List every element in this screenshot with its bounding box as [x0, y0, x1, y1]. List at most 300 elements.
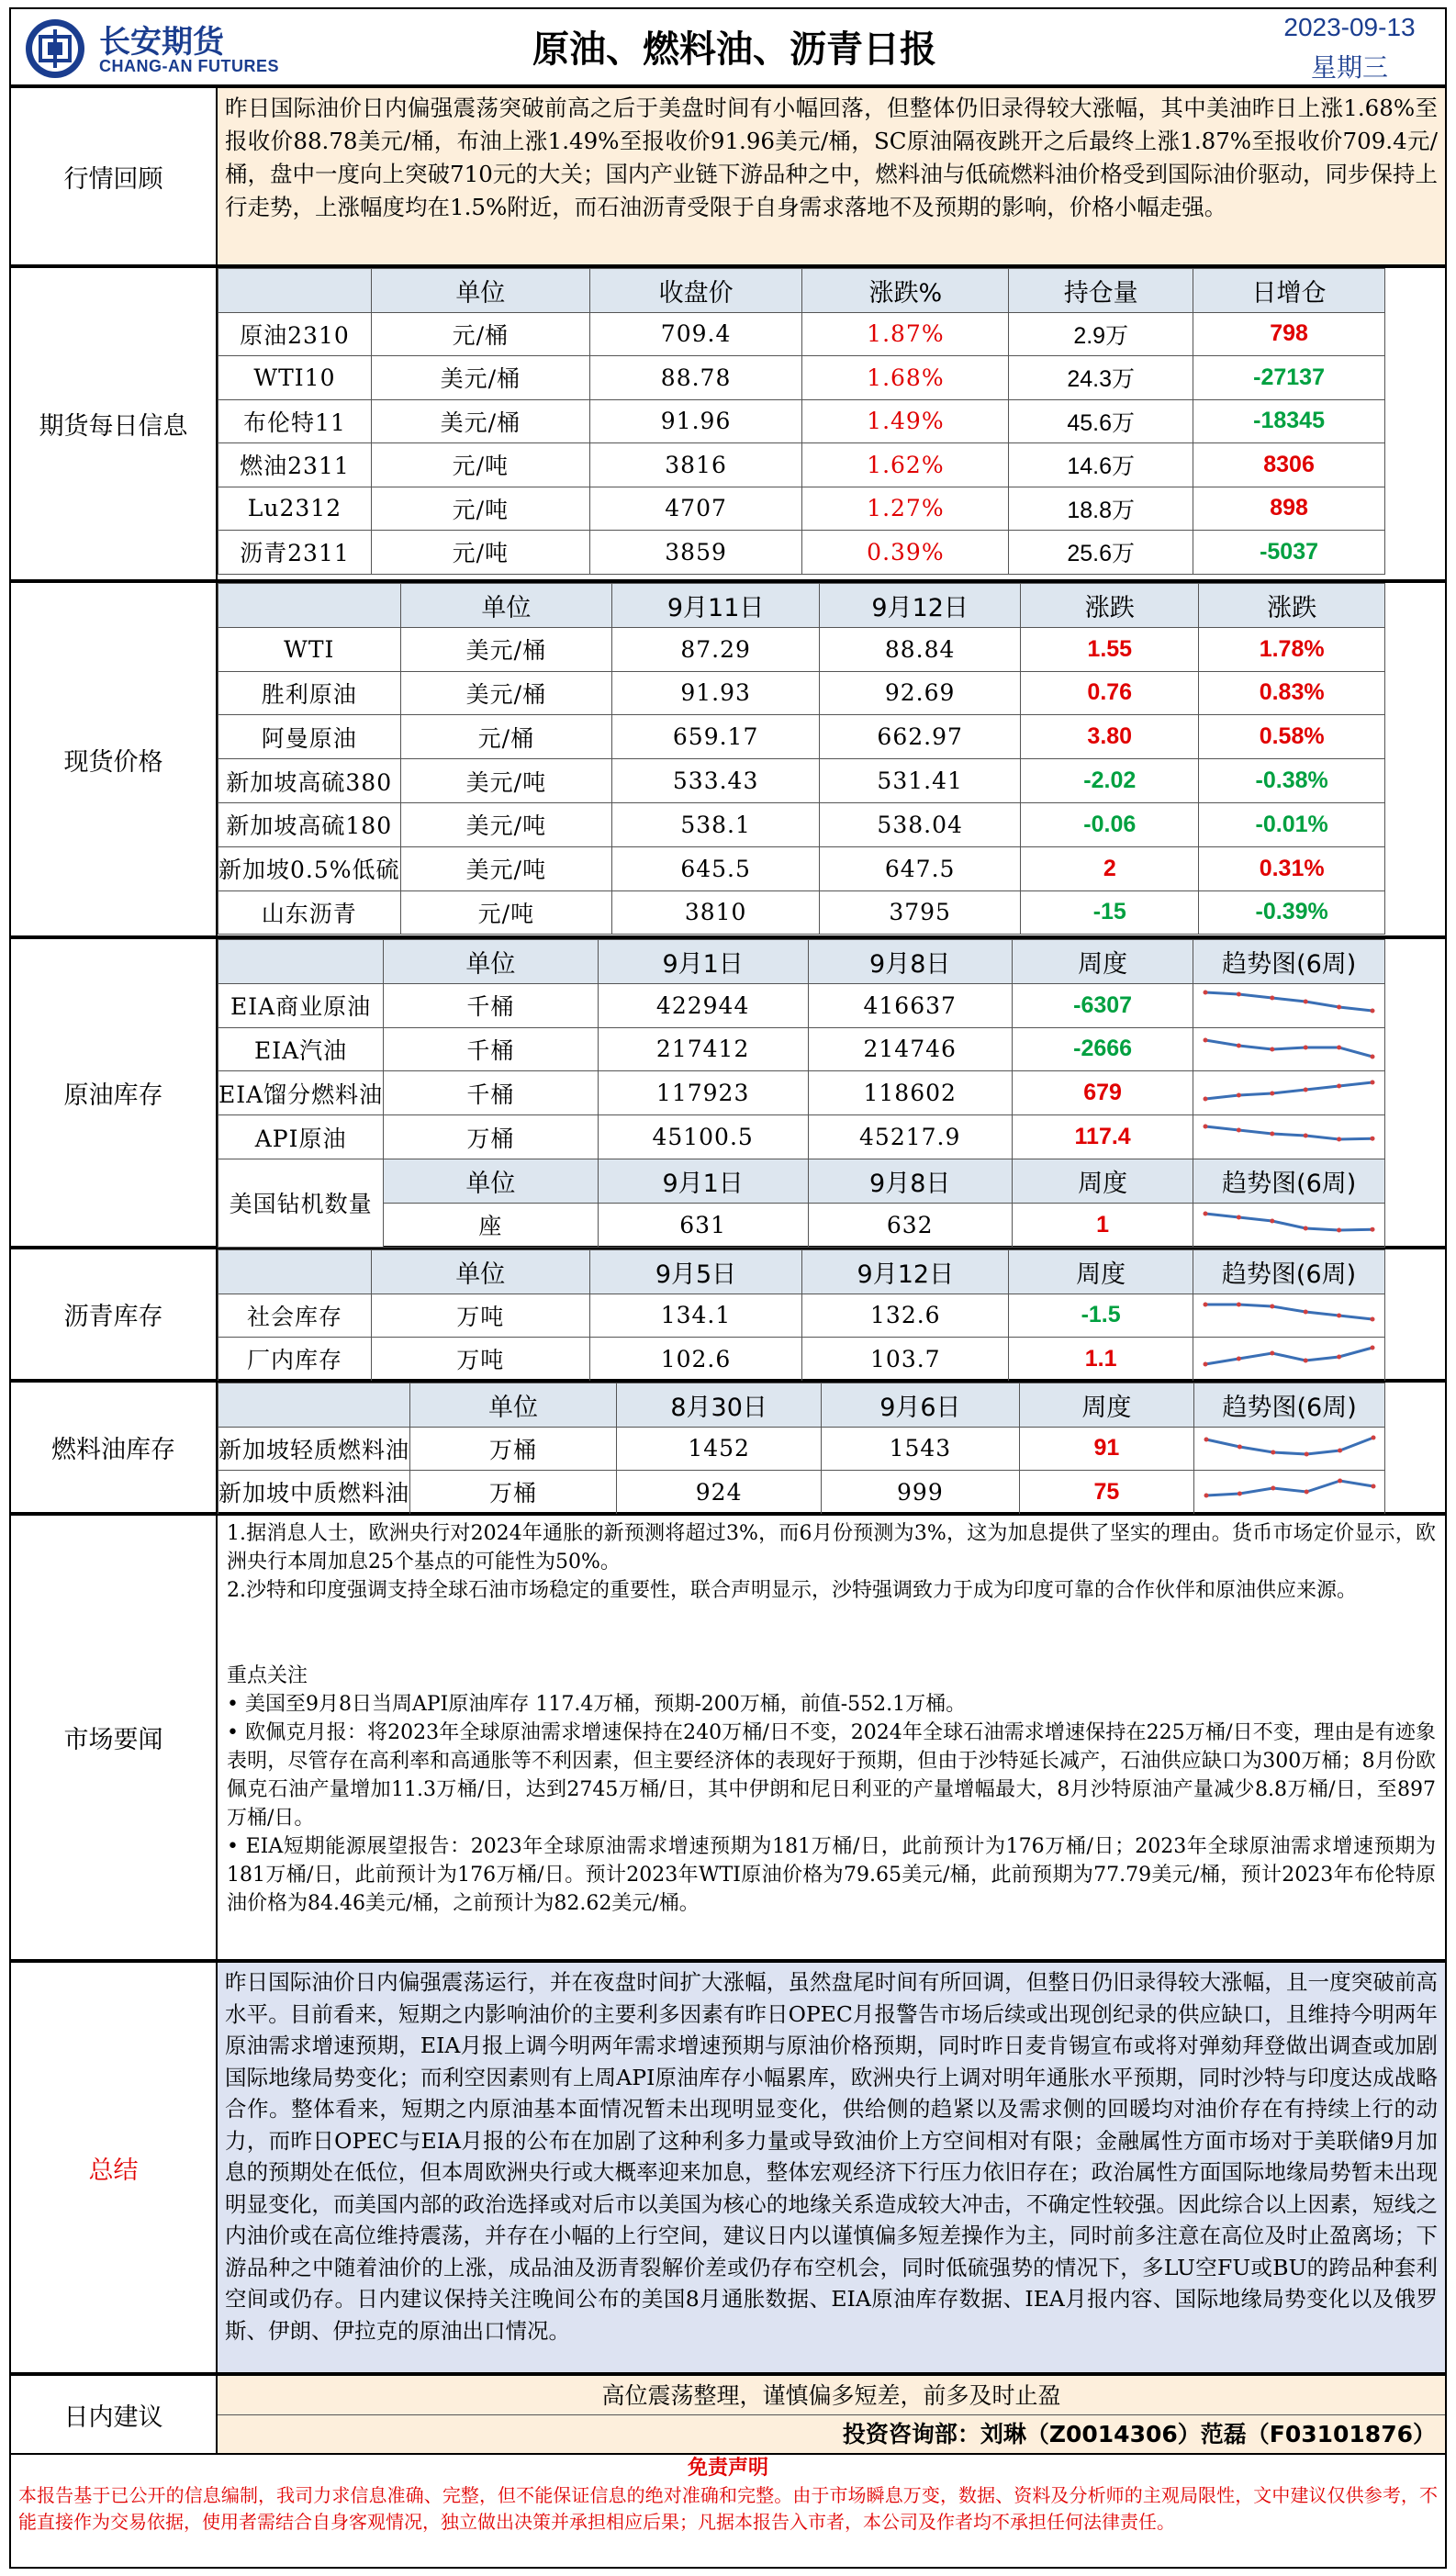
- analyst-credits: 投资咨询部：刘琳（Z0014306）范磊（F03101876）: [842, 2421, 1436, 2447]
- sparkline-point: [1204, 1437, 1208, 1441]
- daily-oi-change: -18345: [1193, 399, 1385, 443]
- futures-label: 期货每日信息: [11, 268, 218, 579]
- sparkline-point: [1371, 1346, 1375, 1350]
- sparkline-point: [1337, 1045, 1341, 1049]
- advice-text: 高位震荡整理，谨慎偏多短差，前多及时止盈: [601, 2382, 1061, 2409]
- inventory-name: 新加坡轻质燃料油: [218, 1427, 410, 1471]
- column-header: 趋势图(6周): [1193, 1159, 1385, 1203]
- close-price: 3859: [589, 531, 802, 575]
- sparkline-point: [1371, 1435, 1375, 1439]
- sparkline-point: [1204, 1302, 1208, 1306]
- sparkline-point: [1304, 1490, 1308, 1495]
- price-change: 1.55: [1021, 627, 1199, 671]
- price-change: 2: [1021, 846, 1199, 890]
- column-header: 8月30日: [617, 1383, 822, 1428]
- daily-oi-change: -27137: [1193, 356, 1385, 400]
- sparkline-path: [1205, 1214, 1372, 1230]
- chang-an-logo: [22, 17, 92, 81]
- value-period1: 631: [598, 1203, 808, 1247]
- open-interest: 14.6万: [1009, 443, 1193, 487]
- sparkline-point: [1238, 1492, 1242, 1496]
- trend-chart-cell: [1193, 983, 1385, 1027]
- price-change: -0.06: [1021, 802, 1199, 846]
- table-header-row: [218, 1383, 1385, 1428]
- unit: 万吨: [371, 1294, 589, 1338]
- inventory-name: EIA商业原油: [218, 983, 384, 1027]
- column-header: 单位: [400, 584, 612, 628]
- weekly-change: 91: [1019, 1427, 1194, 1471]
- sparkline-point: [1237, 992, 1241, 997]
- logo-text-en: CHANG-AN FUTURES: [99, 57, 279, 75]
- news-paragraph: 2.沙特和印度强调支持全球石油市场稳定的重要性，联合声明显示，沙特强调致力于成为印度可靠的合作伙伴和原油供应来源。: [227, 1579, 1357, 1602]
- price-day2: 538.04: [820, 802, 1021, 846]
- sparkline-point: [1304, 1045, 1308, 1049]
- weekly-change: -6307: [1012, 983, 1193, 1027]
- unit: 千桶: [384, 983, 598, 1027]
- price-day2: 92.69: [820, 671, 1021, 715]
- price-day2: 662.97: [820, 715, 1021, 759]
- table-row: [218, 671, 1385, 715]
- report-weekday: 星期三: [1310, 52, 1388, 83]
- news-paragraph: • 欧佩克月报：将2023年全球原油需求增速保持在240万桶/日不变，2024年全球石油需求增速保持在225万桶/日不变，理由是有迹象表明，尽管存在高利率和高通胀等不利因素，但主要经济体的表现好于预期，但由于沙特延长减产，石油供应缺口为300万桶；8月份欧佩克石油产量增加11.3万桶/日，达到2745万桶/日，其中伊朗和尼日利亚的产量增幅最大，8月沙特原油产量减少8.8万桶/日，至897万桶/日。: [227, 1721, 1436, 1830]
- column-header: 日增仓: [1193, 269, 1385, 313]
- column-header: 9月5日: [589, 1250, 802, 1294]
- value-period2: 999: [822, 1471, 1019, 1515]
- advice-section: [9, 2374, 1447, 2455]
- sparkline-point: [1270, 1351, 1274, 1356]
- column-header: 趋势图(6周): [1193, 940, 1385, 984]
- disclaimer-title: 免责声明: [687, 2457, 768, 2480]
- column-header: 单位: [371, 269, 589, 313]
- news-paragraph: • EIA短期能源展望报告：2023年全球原油需求增速预期为181万桶/日，此前预计为176万桶/日；2023年全球原油需求增速预期为181万桶/日，此前预计为176万桶/日。预计2023年WTI原油价格为79.65美元/桶，此前预期为77.79美元/桶，预计2023年布伦特原油价格为84.46美元/桶，之前预计为82.62美元/桶。: [227, 1835, 1436, 1915]
- instrument-name: Lu2312: [218, 487, 372, 531]
- weekly-change: 679: [1012, 1071, 1193, 1115]
- instrument-name: WTI10: [218, 356, 372, 400]
- value-period1: 117923: [598, 1071, 808, 1115]
- unit: 美元/桶: [371, 399, 589, 443]
- sparkline-path: [1205, 992, 1372, 1011]
- trend-chart-cell: [1193, 1294, 1385, 1338]
- trend-chart-cell: [1193, 1027, 1385, 1071]
- price-day2: 647.5: [820, 846, 1021, 890]
- column-header: [218, 940, 384, 984]
- sparkline-point: [1271, 1091, 1275, 1095]
- value-period1: 422944: [598, 983, 808, 1027]
- price-day2: 88.84: [820, 627, 1021, 671]
- crude-inventory-section: [9, 937, 1447, 1248]
- change-percent: 1.49%: [802, 399, 1009, 443]
- trend-chart-cell: [1193, 1115, 1385, 1159]
- column-header: [218, 1250, 372, 1294]
- instrument-name: 原油2310: [218, 312, 372, 356]
- table-header-row: [218, 1250, 1385, 1294]
- sparkline-point: [1337, 1005, 1341, 1010]
- disclaimer-text: 本报告基于已公开的信息编制，我司力求信息准确、完整，但不能保证信息的绝对准确和完整。由于市场瞬息万变，数据、资料及分析师的主观局限性，文中建议仅供参考，不能直接作为交易依据，使用者需结合自身客观情况，独立做出决策并承担相应后果；凡据本报告入市者，本公司及作者均不承担任何法律责任。: [18, 2484, 1438, 2533]
- unit: 元/吨: [371, 531, 589, 575]
- column-header: 收盘价: [589, 269, 802, 313]
- column-header: 持仓量: [1009, 269, 1193, 313]
- sparkline-point: [1271, 1450, 1275, 1454]
- unit: 万桶: [410, 1471, 617, 1515]
- unit: 座: [384, 1203, 598, 1247]
- price-change-percent: 0.31%: [1199, 846, 1385, 890]
- column-header: 涨跌: [1199, 584, 1385, 628]
- inventory-name: API原油: [218, 1115, 384, 1159]
- column-header: 单位: [384, 940, 598, 984]
- column-header: 9月6日: [822, 1383, 1019, 1428]
- sparkline-point: [1271, 1047, 1275, 1051]
- table-row: [218, 627, 1385, 671]
- column-header: 趋势图(6周): [1193, 1250, 1385, 1294]
- trend-chart-cell: [1194, 1427, 1385, 1471]
- unit: 美元/吨: [400, 846, 612, 890]
- sparkline-point: [1371, 1136, 1375, 1140]
- value-period2: 632: [808, 1203, 1012, 1247]
- trend-sparkline: [1202, 1208, 1376, 1241]
- table-row: [218, 487, 1385, 531]
- column-header: 单位: [410, 1383, 617, 1428]
- column-header: 周度: [1012, 940, 1193, 984]
- fuel-oil-inventory-table: [218, 1383, 1385, 1515]
- unit: 元/桶: [371, 312, 589, 356]
- table-row: [218, 443, 1385, 487]
- change-percent: 1.27%: [802, 487, 1009, 531]
- summary-text: 昨日国际油价日内偏强震荡运行，并在夜盘时间扩大涨幅，虽然盘尾时间有所回调，但整日仍旧录得较大涨幅，且一度突破前高水平。目前看来，短期之内影响油价的主要利多因素有昨日OPEC月报警告市场后续或出现创纪录的供应缺口，且维持今明两年原油需求增速预期，EIA月报上调今明两年需求增速预期与原油价格预期，同时昨日麦肯锡宣布或将对弹劾拜登做出调查或加剧国际地缘局势变化；而利空因素则有上周API原油库存小幅累库，欧洲央行上调对明年通胀水平预期，同时沙特与印度达成战略合作。整体看来，短期之内原油基本面情况暂未出现明显变化，供给侧的趋紧以及需求侧的回暖均对油价存在有持续上行的动力，而昨日OPEC与EIA月报的公布在加剧了这种利多力量或导致油价上方空间相对有限；金融属性方面市场对于美联储9月加息的预期处在低位，但本周欧洲央行或大概率迎来加息，整体宏观经济下行压力依旧存在；政治属性方面国际地缘局势暂未出现明显变化，而美国内部的政治选择或对后市以美国为核心的地缘关系造成较大冲击，不确定性较强。因此综合以上因素，短线之内油价或在高位维持震荡，并存在小幅的上行空间，建议日内以谨慎偏多短差操作为主，同时前多注意在高位及时止盈离场；下游品种之中随着油价的上涨，成品油及沥青裂解价差或仍存布空机会，同时低硫强势的情况下，多LU空FU或BU的跨品种套利空间或仍存。日内建议保持关注晚间公布的美国8月通胀数据、EIA原油库存数据、IEA月报内容、国际地缘局势变化以及俄罗斯、伊朗、伊拉克的原油出口情况。: [218, 1963, 1445, 2372]
- close-price: 88.78: [589, 356, 802, 400]
- table-row: [218, 531, 1385, 575]
- sparkline-path: [1205, 1082, 1372, 1099]
- sparkline-point: [1338, 1479, 1342, 1484]
- daily-oi-change: -5037: [1193, 531, 1385, 575]
- column-header: 9月11日: [612, 584, 820, 628]
- sparkline-point: [1271, 1219, 1275, 1224]
- sparkline-point: [1304, 1133, 1308, 1137]
- price-day1: 538.1: [612, 802, 820, 846]
- sparkline-point: [1271, 1486, 1275, 1491]
- inventory-name: 社会库存: [218, 1294, 372, 1338]
- table-row: [218, 759, 1385, 803]
- trend-sparkline: [1202, 1033, 1376, 1066]
- rig-header-row: [218, 1159, 1385, 1203]
- column-header: 9月1日: [598, 1159, 808, 1203]
- weekly-change: -1.5: [1009, 1294, 1193, 1338]
- table-header-row: [218, 584, 1385, 628]
- close-price: 709.4: [589, 312, 802, 356]
- unit: 千桶: [384, 1071, 598, 1115]
- price-day1: 645.5: [612, 846, 820, 890]
- value-period1: 1452: [617, 1427, 822, 1471]
- column-header: [218, 269, 372, 313]
- sparkline-point: [1371, 1080, 1375, 1084]
- price-change-percent: 0.58%: [1199, 715, 1385, 759]
- futures-section: [9, 266, 1447, 581]
- column-header: 周度: [1012, 1159, 1193, 1203]
- value-period1: 102.6: [589, 1338, 802, 1382]
- daily-oi-change: 898: [1193, 487, 1385, 531]
- summary-section: [9, 1961, 1447, 2374]
- price-change: -15: [1021, 890, 1199, 935]
- instrument-name: 沥青2311: [218, 531, 372, 575]
- weekly-change: -2666: [1012, 1027, 1193, 1071]
- value-period2: 132.6: [802, 1294, 1009, 1338]
- column-header: 单位: [384, 1159, 598, 1203]
- news-body: [218, 1516, 1445, 1959]
- spot-name: 胜利原油: [218, 671, 401, 715]
- column-header: 9月12日: [820, 584, 1021, 628]
- spot-name: 山东沥青: [218, 890, 401, 935]
- sparkline-point: [1204, 1096, 1208, 1101]
- unit: 元/桶: [400, 715, 612, 759]
- table-row: [218, 399, 1385, 443]
- table-row: [218, 802, 1385, 846]
- trend-sparkline: [1202, 1077, 1376, 1110]
- weekly-change: 75: [1019, 1471, 1194, 1515]
- unit: 美元/吨: [400, 759, 612, 803]
- table-row: [218, 1294, 1385, 1338]
- column-header: [218, 584, 401, 628]
- sparkline-point: [1304, 1309, 1308, 1314]
- fuel-oil-inventory-label: 燃料油库存: [11, 1383, 218, 1512]
- column-header: 9月12日: [802, 1250, 1009, 1294]
- open-interest: 45.6万: [1009, 399, 1193, 443]
- weekly-change: 117.4: [1012, 1115, 1193, 1159]
- trend-sparkline: [1202, 989, 1376, 1022]
- sparkline-point: [1337, 1083, 1341, 1088]
- summary-label: 总结: [11, 1963, 218, 2372]
- sparkline-point: [1337, 1228, 1341, 1233]
- trend-sparkline: [1202, 1299, 1376, 1332]
- table-row: [218, 1471, 1385, 1515]
- review-label: 行情回顾: [11, 88, 218, 264]
- sparkline-point: [1237, 1357, 1241, 1361]
- value-period1: 217412: [598, 1027, 808, 1071]
- sparkline-point: [1204, 1362, 1208, 1367]
- asphalt-inventory-section: [9, 1248, 1447, 1381]
- change-percent: 1.68%: [802, 356, 1009, 400]
- spot-name: 新加坡0.5%低硫: [218, 846, 401, 890]
- price-day2: 3795: [820, 890, 1021, 935]
- fuel-oil-inventory-section: [9, 1381, 1447, 1514]
- spot-section: [9, 581, 1447, 937]
- crude-inventory-label: 原油库存: [11, 939, 218, 1246]
- unit: 元/吨: [371, 487, 589, 531]
- open-interest: 18.8万: [1009, 487, 1193, 531]
- sparkline-point: [1337, 1355, 1341, 1360]
- table-row: [218, 356, 1385, 400]
- advice-box: [218, 2376, 1445, 2453]
- price-day1: 659.17: [612, 715, 820, 759]
- inventory-name: EIA汽油: [218, 1027, 384, 1071]
- disclaimer-section: [9, 2455, 1447, 2569]
- price-change-percent: -0.39%: [1199, 890, 1385, 935]
- price-change-percent: -0.38%: [1199, 759, 1385, 803]
- trend-chart-cell: [1193, 1338, 1385, 1382]
- report-title: 原油、燃料油、沥青日报: [532, 28, 936, 71]
- sparkline-point: [1371, 1054, 1375, 1058]
- sparkline-point: [1204, 1494, 1208, 1498]
- sparkline-point: [1304, 1226, 1308, 1231]
- value-period2: 1543: [822, 1427, 1019, 1471]
- value-period1: 45100.5: [598, 1115, 808, 1159]
- column-header: 9月8日: [808, 940, 1012, 984]
- sparkline-path: [1205, 1305, 1372, 1319]
- sparkline-point: [1237, 1302, 1241, 1306]
- news-paragraph: 重点关注: [227, 1664, 308, 1687]
- daily-oi-change: 798: [1193, 312, 1385, 356]
- price-change-percent: 1.78%: [1199, 627, 1385, 671]
- change-percent: 0.39%: [802, 531, 1009, 575]
- change-percent: 1.87%: [802, 312, 1009, 356]
- asphalt-inventory-table: [218, 1249, 1385, 1382]
- column-header: [218, 1383, 410, 1428]
- open-interest: 24.3万: [1009, 356, 1193, 400]
- trend-chart-cell: [1193, 1203, 1385, 1247]
- value-period2: 103.7: [802, 1338, 1009, 1382]
- sparkline-point: [1270, 1304, 1274, 1308]
- table-row: [218, 1338, 1385, 1382]
- close-price: 4707: [589, 487, 802, 531]
- column-header: 趋势图(6周): [1194, 1383, 1385, 1428]
- open-interest: 2.9万: [1009, 312, 1193, 356]
- table-row: [218, 1071, 1385, 1115]
- table-header-row: [218, 940, 1385, 984]
- price-change: -2.02: [1021, 759, 1199, 803]
- table-row: [218, 312, 1385, 356]
- sparkline-point: [1371, 1227, 1375, 1232]
- table-row: [218, 1115, 1385, 1159]
- weekly-change: 1.1: [1009, 1338, 1193, 1382]
- sparkline-path: [1206, 1481, 1373, 1495]
- spot-name: 阿曼原油: [218, 715, 401, 759]
- unit: 元/吨: [400, 890, 612, 935]
- close-price: 3816: [589, 443, 802, 487]
- sparkline-path: [1205, 1126, 1372, 1139]
- news-section: [9, 1514, 1447, 1961]
- sparkline-point: [1271, 996, 1275, 1001]
- sparkline-point: [1371, 1009, 1375, 1014]
- sparkline-point: [1337, 1137, 1341, 1141]
- sparkline-point: [1304, 1451, 1308, 1456]
- report-date: 2023-09-13: [1283, 13, 1416, 41]
- trend-sparkline: [1202, 1342, 1376, 1375]
- spot-label: 现货价格: [11, 583, 218, 935]
- price-change: 3.80: [1021, 715, 1199, 759]
- sparkline-point: [1204, 1124, 1208, 1128]
- table-row: [218, 890, 1385, 935]
- sparkline-point: [1304, 1359, 1308, 1363]
- instrument-name: 燃油2311: [218, 443, 372, 487]
- price-day1: 3810: [612, 890, 820, 935]
- unit: 元/吨: [371, 443, 589, 487]
- price-change-percent: 0.83%: [1199, 671, 1385, 715]
- sparkline-point: [1304, 1000, 1308, 1004]
- news-paragraph: 1.据消息人士，欧洲央行对2024年通胀的新预测将超过3%，而6月份预测为3%，这为加息提供了坚实的理由。货币市场定价显示，欧洲央行本周加息25个基点的可能性为50%。: [227, 1522, 1436, 1574]
- trend-sparkline: [1202, 1121, 1376, 1154]
- column-header: 周度: [1019, 1383, 1194, 1428]
- value-period2: 118602: [808, 1071, 1012, 1115]
- table-row: [218, 846, 1385, 890]
- table-header-row: [218, 269, 1385, 313]
- inventory-name: 新加坡中质燃料油: [218, 1471, 410, 1515]
- spot-name: WTI: [218, 627, 401, 671]
- price-change-percent: -0.01%: [1199, 802, 1385, 846]
- sparkline-point: [1371, 1316, 1375, 1321]
- price-day1: 533.43: [612, 759, 820, 803]
- unit: 万吨: [371, 1338, 589, 1382]
- unit: 千桶: [384, 1027, 598, 1071]
- sparkline-point: [1204, 1037, 1208, 1042]
- open-interest: 25.6万: [1009, 531, 1193, 575]
- value-period2: 214746: [808, 1027, 1012, 1071]
- sparkline-point: [1237, 1215, 1241, 1220]
- column-header: 9月8日: [808, 1159, 1012, 1203]
- trend-chart-cell: [1194, 1471, 1385, 1515]
- sparkline-point: [1237, 1127, 1241, 1132]
- sparkline-point: [1204, 991, 1208, 995]
- inventory-name: 厂内库存: [218, 1338, 372, 1382]
- price-change: 0.76: [1021, 671, 1199, 715]
- asphalt-inventory-label: 沥青库存: [11, 1249, 218, 1379]
- spot-name: 新加坡高硫380: [218, 759, 401, 803]
- futures-table: [218, 268, 1385, 575]
- spot-name: 新加坡高硫180: [218, 802, 401, 846]
- weekly-change: 1: [1012, 1203, 1193, 1247]
- rig-count-label: 美国钻机数量: [218, 1159, 384, 1247]
- review-text: 昨日国际油价日内偏强震荡突破前高之后于美盘时间有小幅回落，但整体仍旧录得较大涨幅，其中美油昨日上涨1.68%至报收价88.78美元/桶，布油上涨1.49%至报收价91.96美元/桶，SC原油隔夜跳开之后最终上涨1.87%至报收价709.4元/桶，盘中一度向上突破710元的大关；国内产业链下游品种之中，燃料油与低硫燃料油价格受到国际油价驱动，同步保持上行走势，上涨幅度均在1.5%附近，而石油沥青受限于自身需求落地不及预期的影响，价格小幅走强。: [218, 88, 1445, 264]
- sparkline-point: [1371, 1484, 1375, 1489]
- table-row: [218, 715, 1385, 759]
- sparkline-point: [1237, 1092, 1241, 1097]
- crude-inventory-table: [218, 939, 1385, 1248]
- news-paragraph: • 美国至9月8日当周API原油库存 117.4万桶，预期-200万桶，前值-552.1万桶。: [227, 1693, 967, 1716]
- sparkline-point: [1337, 1313, 1341, 1317]
- advice-label: 日内建议: [11, 2376, 218, 2453]
- column-header: 涨跌: [1021, 584, 1199, 628]
- column-header: 周度: [1009, 1250, 1193, 1294]
- unit: 美元/吨: [400, 802, 612, 846]
- sparkline-point: [1238, 1444, 1242, 1449]
- table-row: [218, 983, 1385, 1027]
- sparkline-point: [1271, 1131, 1275, 1136]
- sparkline-point: [1338, 1448, 1342, 1452]
- value-period1: 924: [617, 1471, 822, 1515]
- unit: 美元/桶: [400, 627, 612, 671]
- sparkline-path: [1206, 1438, 1373, 1454]
- trend-sparkline: [1203, 1432, 1377, 1465]
- sparkline-point: [1304, 1087, 1308, 1092]
- unit: 万桶: [410, 1427, 617, 1471]
- sparkline-path: [1205, 1348, 1372, 1364]
- sparkline-path: [1205, 1040, 1372, 1057]
- price-day1: 87.29: [612, 627, 820, 671]
- trend-sparkline: [1203, 1475, 1377, 1508]
- column-header: 9月1日: [598, 940, 808, 984]
- column-header: 单位: [371, 1250, 589, 1294]
- unit: 万桶: [384, 1115, 598, 1159]
- trend-chart-cell: [1193, 1071, 1385, 1115]
- sparkline-point: [1204, 1212, 1208, 1216]
- value-period1: 134.1: [589, 1294, 802, 1338]
- inventory-name: EIA馏分燃料油: [218, 1071, 384, 1115]
- table-row: [218, 1427, 1385, 1471]
- unit: 美元/桶: [371, 356, 589, 400]
- price-day1: 91.93: [612, 671, 820, 715]
- table-row: [218, 1203, 1385, 1247]
- change-percent: 1.62%: [802, 443, 1009, 487]
- column-header: 涨跌%: [802, 269, 1009, 313]
- unit: 美元/桶: [400, 671, 612, 715]
- sparkline-point: [1237, 1043, 1241, 1047]
